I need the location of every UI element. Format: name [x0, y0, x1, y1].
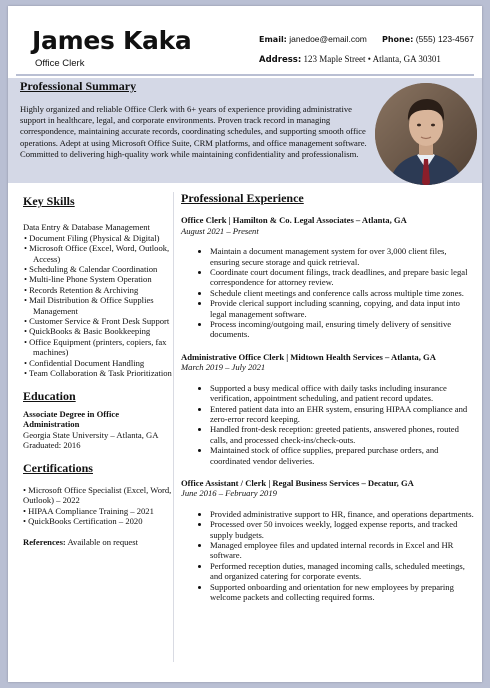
summary-heading: Professional Summary [20, 79, 137, 93]
candidate-title: Office Clerk [35, 58, 85, 69]
job-bullets [181, 246, 477, 340]
job-bullet: • Maintain a document management system for over 3,000 client files, ensuring secure storage and quick retrieval. [210, 246, 477, 267]
job-bullet: • Maintained stock of office supplies, prepared purchase orders, and coordinated vendor deliveries. [210, 445, 477, 466]
job-bullet: • Process incoming/outgoing mail, ensuring timely delivery of sensitive documents. [210, 319, 477, 340]
skill-item: • Scheduling & Calendar Coordination [23, 264, 175, 274]
job-bullet: • Managed employee files and updated internal records in Excel and HR software. [210, 540, 477, 561]
skill-item: • Document Filing (Physical & Digital) [23, 233, 175, 243]
references-line [23, 537, 175, 547]
resume-page [8, 6, 482, 682]
email-label: Email: [259, 35, 287, 44]
job-dates: August 2021 – Present [181, 225, 259, 236]
certifications-heading: Certifications [23, 460, 93, 475]
skill-item: • Microsoft Office (Excel, Word, Outlook, Access) [23, 243, 175, 264]
profile-photo [375, 83, 477, 185]
job-dates: March 2019 – July 2021 [181, 362, 266, 373]
experience-heading: Professional Experience [181, 191, 304, 205]
education-degree: Associate Degree in Office Administration [23, 408, 120, 430]
phone-value[interactable]: (555) 123-4567 [415, 34, 474, 44]
education-school: Georgia State University – Atlanta, GA [23, 429, 159, 440]
cert-item: • HIPAA Compliance Training – 2021 [23, 506, 175, 516]
job-title: Office Assistant / Clerk | Regal Business Services – Decatur, GA [181, 477, 414, 488]
skill-item: • QuickBooks & Basic Bookkeeping [23, 326, 175, 336]
references-label: References: [23, 536, 66, 547]
phone-line [382, 34, 474, 44]
candidate-name: James Kaka [32, 26, 192, 55]
skill-item: • Mail Distribution & Office Supplies Management [23, 295, 175, 316]
skill-item: • Team Collaboration & Task Prioritization [23, 368, 175, 378]
phone-label: Phone: [382, 35, 414, 44]
skill-item: • Customer Service & Front Desk Support [23, 316, 175, 326]
job-bullet: • Entered patient data into an EHR system, ensuring HIPAA compliance and zero-error record keeping. [210, 404, 477, 425]
skill-item: • Confidential Document Handling [23, 358, 175, 368]
job-bullet: • Schedule client meetings and conference calls across multiple time zones. [210, 288, 477, 298]
job-bullet: • Supported onboarding and orientation for new employees by preparing welcome packets and collecting required forms. [210, 582, 477, 603]
job-bullet: • Processed over 50 invoices weekly, logged expense reports, and tracked supply budgets. [210, 519, 477, 540]
header-divider [16, 74, 474, 76]
job-dates: June 2016 – February 2019 [181, 488, 277, 499]
cert-item: • Microsoft Office Specialist (Excel, Word, Outlook) – 2022 [23, 485, 175, 506]
right-column [181, 193, 477, 614]
email-line [259, 34, 367, 44]
job-bullet: • Performed reception duties, managed incoming calls, scheduled meetings, and organized catering for corporate events. [210, 561, 477, 582]
job-bullet: • Supported a busy medical office with daily tasks including insurance verification, appointment scheduling, and patient record updates. [210, 383, 477, 404]
skill-item: • Office Equipment (printers, copiers, fax machines) [23, 337, 175, 358]
summary-text: Highly organized and reliable Office Clerk with 6+ years of experience providing administrative support in healthcare, legal, and corporate environments. Proven track record in managing correspondence, maintaining accurate records, coordinating schedules, and supporting smooth office operations. Adept at using Microsoft Office Suite, CRM platforms, and office management software. Committed to delivering high-quality work while maintaining confidentiality and professionalism. [20, 104, 367, 159]
job-title: Office Clerk | Hamilton & Co. Legal Associates – Atlanta, GA [181, 215, 407, 226]
left-column [23, 196, 175, 547]
email-value[interactable]: janedoe@email.com [289, 34, 367, 44]
skills-heading: Key Skills [23, 194, 75, 208]
job-bullets [181, 509, 477, 603]
skill-item: Data Entry & Database Management [23, 222, 150, 233]
references-value: Available on request [67, 536, 138, 547]
skill-item: • Multi-line Phone System Operation [23, 274, 175, 284]
job-title: Administrative Office Clerk | Midtown Health Services – Atlanta, GA [181, 351, 436, 362]
job-bullet: • Coordinate court document filings, track deadlines, and prepare basic legal correspondence for attorney review. [210, 267, 477, 288]
address-line [259, 54, 441, 65]
address-label: Address: [259, 55, 302, 65]
job-bullet: • Handled front-desk reception: greeted patients, answered phones, routed calls, and processed check-ins/check-outs. [210, 424, 477, 445]
education-graduated: Graduated: 2016 [23, 440, 81, 451]
job-bullet: • Provide clerical support including scanning, copying, and data input into legal management software. [210, 298, 477, 319]
skill-item: • Records Retention & Archiving [23, 285, 175, 295]
job-bullet: • Provided administrative support to HR, finance, and operations departments. [210, 509, 477, 519]
education-heading: Education [23, 388, 76, 403]
job-bullets [181, 383, 477, 466]
cert-item: • QuickBooks Certification – 2020 [23, 516, 175, 526]
address-value: 123 Maple Street • Atlanta, GA 30301 [303, 54, 441, 64]
